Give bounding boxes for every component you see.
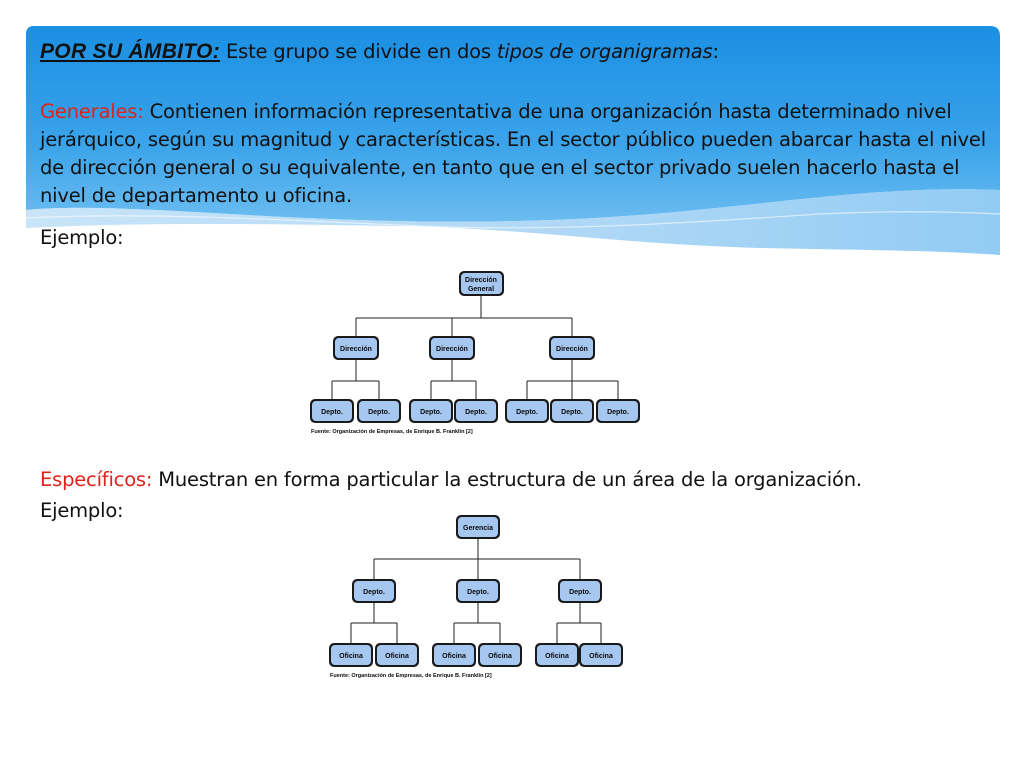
- specific-level2-box: [535, 643, 579, 667]
- general-root-line2: General: [467, 286, 495, 293]
- generales-label: Generales:: [40, 100, 144, 123]
- scope-label: POR SU ÁMBITO:: [40, 40, 220, 63]
- scope-intro-italic: tipos de organigramas: [496, 40, 713, 63]
- general-root-line1: Dirección: [465, 277, 497, 284]
- general-level2-label: Depto.: [516, 409, 538, 416]
- specific-level2-label: Oficina: [545, 653, 569, 660]
- specific-level2-label: Oficina: [589, 653, 613, 660]
- general-level2-label: Depto.: [607, 409, 629, 416]
- especificos-example-label: Ejemplo:: [40, 499, 124, 522]
- general-level2-label: Depto.: [321, 409, 343, 416]
- specific-level2-label: Oficina: [385, 653, 409, 660]
- specific-level2-box: [579, 643, 623, 667]
- generales-text: Contienen información representativa de una organización hasta determinado nivel jerárquico, según su magnitud y características. En el sector público pueden abarcar hasta el nivel de dirección general o su equivalente, en tanto que en el sector privado suelen hacerlo hasta el nivel de departamento u oficina.: [40, 100, 986, 207]
- general-level2-label: Depto.: [561, 409, 583, 416]
- especificos-text: Muestran en forma particular la estructura de un área de la organización.: [152, 468, 862, 491]
- specific-level2-box: [432, 643, 476, 667]
- specific-level1-box: [558, 579, 602, 603]
- generales-example-label: Ejemplo:: [40, 226, 124, 249]
- scope-intro-end: :: [712, 40, 719, 63]
- general-level1-label: Dirección: [436, 346, 468, 353]
- general-level1-label: Dirección: [340, 346, 372, 353]
- general-chart-source: Fuente: Organización de Empresas, de Enrique B. Franklin [2]: [311, 429, 473, 435]
- specific-level1-box: [352, 579, 396, 603]
- specific-level2-box: [329, 643, 373, 667]
- scope-intro-text: Este grupo se divide en dos: [219, 40, 497, 63]
- general-level2-label: Depto.: [465, 409, 487, 416]
- specific-chart-source: Fuente: Organización de Empresas, de Enrique B. Franklin [2]: [330, 673, 492, 679]
- specific-level2-label: Oficina: [488, 653, 512, 660]
- especificos-label: Específicos:: [40, 468, 153, 491]
- specific-level1-box: [456, 579, 500, 603]
- general-level2-label: Depto.: [420, 409, 442, 416]
- specific-level1-label: Depto.: [363, 589, 385, 596]
- specific-level2-box: [375, 643, 419, 667]
- specific-level1-label: Depto.: [467, 589, 489, 596]
- specific-level2-label: Oficina: [442, 653, 466, 660]
- general-level2-label: Depto.: [368, 409, 390, 416]
- general-level1-label: Dirección: [556, 346, 588, 353]
- specific-level1-label: Depto.: [569, 589, 591, 596]
- specific-level2-label: Oficina: [339, 653, 363, 660]
- specific-level2-box: [478, 643, 522, 667]
- specific-root-label: Gerencia: [463, 525, 493, 532]
- specific-root-box: [456, 515, 500, 539]
